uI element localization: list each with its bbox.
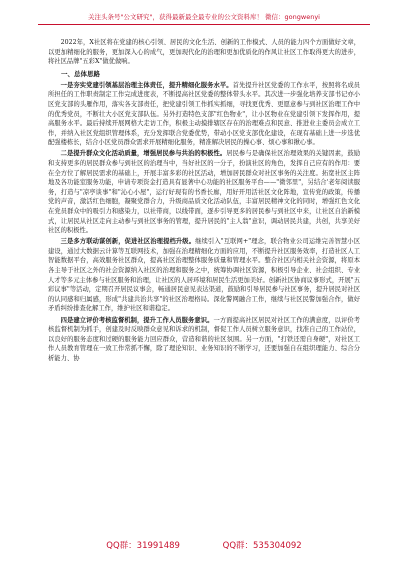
intro-paragraph: 2022年，X社区将在党建的核心引领、居民的文化生活、创新的工作模式、人员的能力四个方面做好文章，以更加精细化的服务，更加深入心的成气，更加现代化的治理和更加优质化的作风让社区工作取得更大的进步，将社区品牌"五彩X"做优做响。 (48, 39, 360, 66)
top-banner: 关注头条号"公文研究"，获得最新最全最专业的公文资料库！ 微信：gongwenyi (38, 10, 370, 25)
footer-qq-group-2: QQ群：535304092 (222, 541, 302, 551)
paragraph-2-body: 居民参与是确保社区治理效果的关键因素，鼓励和支持更多的居民群众参与到社区的治理当中，当好社区的一分子，扮演社区的角色，发挥自己应有的作用：要在全方位了解居民需求的基础上，开展丰富多彩的社区活动，增加居民群众对社区事务的关注度。拓宽社区主阵地及各功能室服务功能，申请专项资金打造具有显著中心功能的社区服务平台——"微邻里"，另结合'老年阅读服务，打造与"凉亭谈事"和"沁心小屋"，运行好现有的书香长廊，用好开用活社区文化阵地，宣传党的政策，传播党的声音，激活红色细胞，凝聚党群合力，升级商品质文化活动队伍，丰富居民精神文化的同时，增强红色文化在党员群众中的吸引力和感染力，以社带商，以线带面，逐步引导更多的居民参与到社区中来，让社区自治新模式，让居民从社区走向主动参与到社区事务的管理，提升居民的"主人翁"意识，调动居民共建，共创，共享美好社区的积极性。 (48, 150, 360, 235)
paragraph-3-body: 继续引入"互联网+"理念，联合物业公司运维完善智慧小区建设，通过大数据云计算等互联网技术，加强在治理精细化方面的应用，不断提升社区服务效率，打造社区人工智能数据平台，高效服务社区群众，提高社区治理整体服务质量和管理水平。整合社区内相关社会资源，将原本各主导于社区之外的社会资源纳入社区的治理和服务之中，统筹协调社区资源，积极引导企业、社会组织、专业人才等多元主体参与社区服务和治理，让社区的人居环境和居民生活更加美好。创新社区协商议事形式，开展"五彩议事"等活动，定期召开居民议事会，畅通居民意见表达渠道，鼓励和引导居民参与社区事务，提升居民对社区的认同感和归属感，形成"共建共治共享"的社区治理格局。深化警网融合工作，继续与社区民警加强合作，做好矛盾纠纷排查化解工作，维护社区和谐稳定。 (48, 238, 360, 313)
footer-contact (0, 538, 408, 554)
paragraph-4 (48, 316, 360, 364)
paragraph-1 (48, 81, 360, 148)
paragraph-1-lead: 一是夯实党建引领基层治理主体责任，提升精细化服务水平。 (60, 81, 233, 89)
section-heading: 一、总体思路 (61, 69, 100, 78)
paragraph-2-lead: 二是提升群众文化活动质量，增强居民参与共治的积极性。 (60, 150, 227, 158)
paragraph-3-lead: 三是多方联动谋创新，促进社区治理提档升级。 (60, 238, 196, 246)
paragraph-4-body: 一方面提高社区居民对社区工作的满意度，以评价考核监督机制为抓手，创建及时反映群众意见和诉求的机制，督促工作人员树立服务意识，找准自己的工作站位，以良好的服务态度和过硬的服务能力回应群众，营造和谐的社区氛围。另一方面，"打铁还需自身硬"，对社区工作人员教育管理在一致工作常抓不懈，除了理论知识、业务知识的不断学习，还要加强自在组织理能力、综合分析能力、协 (48, 316, 360, 362)
paragraph-4-lead: 四是建立评价考核监督机制，提升工作人员服务意识。 (60, 316, 214, 324)
paragraph-2 (48, 149, 360, 235)
footer-qq-group-1: QQ群：31991489 (106, 541, 180, 551)
paragraph-1-body: 首先提升社区党委的工作水平，按照将名成员所担任的工作职责制定工作完成进度表，不断提高社区党委的整体带头水平。其次进一步强化培养支部书记亦小区党支部的头雁作用，落实各支部责任，把党建引领工作抓实抓细，寻找更优秀、更愿意参与到社区治理工作中的优秀党员，不断壮大小区党支部队伍。另外打造特色支部"红色物业"，让小区物业在党建引领下发挥作用，提高服务水平。最后持续开展网格大走访工作，积极主动摸排辖区存在的治理难点和民意、推进业主委员会成立工作，并纳入社区党组织管理体系，充分发挥联合党委优势，带动小区党支部优化建设，在现有基础上进一步选优配强楼栋长，结合小区党员群众需求开展精细化服务，精准解决居民的操心事、烦心事和揪心事。 (48, 81, 360, 147)
paragraph-3 (48, 237, 360, 314)
article-body (48, 38, 360, 526)
